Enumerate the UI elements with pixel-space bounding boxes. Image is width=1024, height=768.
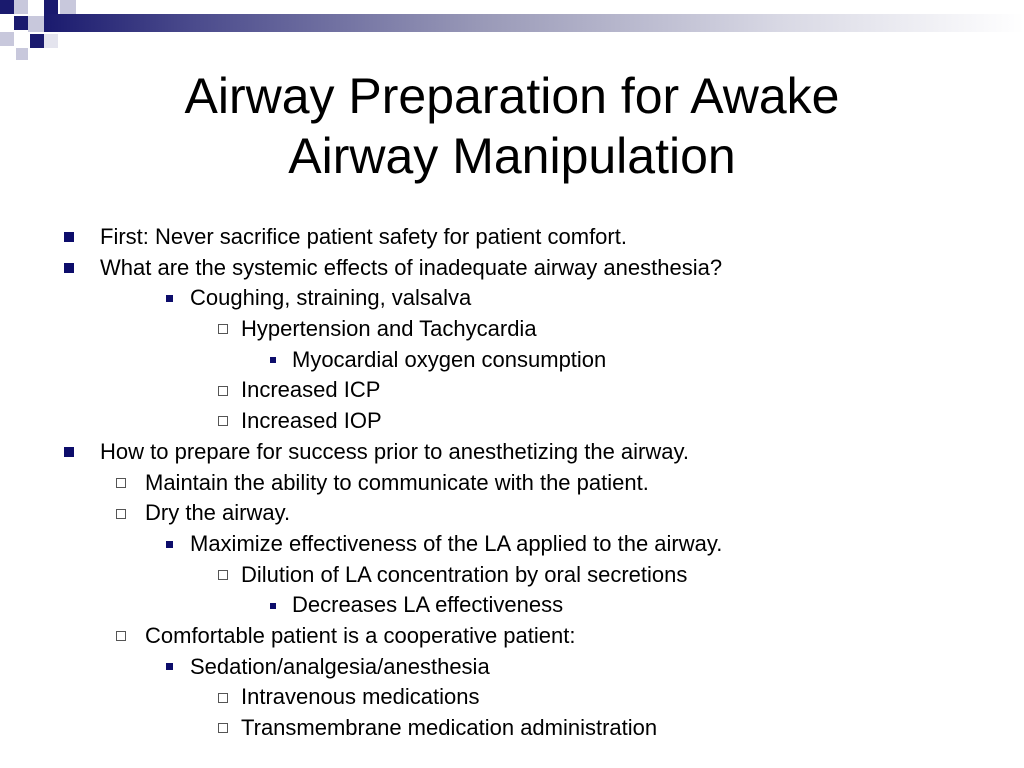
- deco-square: [44, 34, 58, 48]
- bullet-item: [0, 713, 1024, 744]
- bullet-item: [0, 253, 1024, 284]
- deco-square: [0, 0, 14, 14]
- hollow-square-bullet-icon: [218, 713, 228, 744]
- bullet-text: Sedation/analgesia/anesthesia: [190, 653, 490, 679]
- deco-square: [14, 0, 28, 14]
- tiny-square-bullet-icon: [270, 590, 276, 621]
- deco-square: [28, 16, 44, 32]
- bullet-item: [0, 529, 1024, 560]
- bullet-item: [0, 652, 1024, 683]
- bullet-item: [0, 345, 1024, 376]
- hollow-square-bullet-icon: [218, 560, 228, 591]
- hollow-square-bullet-icon: [218, 375, 228, 406]
- bullet-item: [0, 590, 1024, 621]
- bullet-item: [0, 560, 1024, 591]
- deco-square: [28, 0, 42, 14]
- small-square-bullet-icon: [166, 652, 173, 683]
- bullet-text: Dilution of LA concentration by oral secretions: [241, 561, 688, 587]
- bullet-item: [0, 621, 1024, 652]
- bullet-text: What are the systemic effects of inadequate airway anesthesia?: [100, 254, 723, 280]
- square-bullet-icon: [64, 222, 74, 253]
- bullet-text: Increased IOP: [241, 408, 382, 434]
- deco-square: [0, 32, 14, 46]
- header-gradient-bar: [44, 14, 1024, 32]
- bullet-text: Maintain the ability to communicate with the patient.: [145, 469, 649, 495]
- bullet-text: Dry the airway.: [145, 500, 291, 526]
- bullet-list: [0, 222, 1024, 744]
- square-bullet-icon: [64, 437, 74, 468]
- slide-title-line1: Airway Preparation for Awake: [184, 68, 840, 124]
- bullet-item: [0, 437, 1024, 468]
- deco-square: [16, 48, 28, 60]
- square-bullet-icon: [64, 253, 74, 284]
- hollow-square-bullet-icon: [116, 621, 126, 652]
- bullet-item: [0, 498, 1024, 529]
- hollow-square-bullet-icon: [116, 468, 126, 499]
- bullet-item: [0, 682, 1024, 713]
- hollow-square-bullet-icon: [116, 498, 126, 529]
- hollow-square-bullet-icon: [218, 314, 228, 345]
- bullet-text: Maximize effectiveness of the LA applied to the airway.: [190, 530, 723, 556]
- bullet-text: Increased ICP: [241, 377, 381, 403]
- bullet-text: Comfortable patient is a cooperative patient:: [145, 622, 576, 648]
- deco-square: [44, 0, 58, 14]
- bullet-item: [0, 283, 1024, 314]
- bullet-text: Coughing, straining, valsalva: [190, 285, 472, 311]
- bullet-item: [0, 406, 1024, 437]
- bullet-item: [0, 222, 1024, 253]
- small-square-bullet-icon: [166, 529, 173, 560]
- tiny-square-bullet-icon: [270, 345, 276, 376]
- deco-square: [30, 34, 44, 48]
- slide-title: [0, 66, 1024, 186]
- bullet-item: [0, 314, 1024, 345]
- deco-square: [60, 0, 76, 14]
- bullet-text: Myocardial oxygen consumption: [292, 346, 607, 372]
- small-square-bullet-icon: [166, 283, 173, 314]
- bullet-text: First: Never sacrifice patient safety for patient comfort.: [100, 224, 627, 249]
- bullet-item: [0, 375, 1024, 406]
- deco-square: [14, 16, 28, 30]
- bullet-text: Decreases LA effectiveness: [292, 592, 564, 618]
- bullet-text: How to prepare for success prior to anesthetizing the airway.: [100, 438, 689, 464]
- bullet-text: Hypertension and Tachycardia: [241, 316, 537, 342]
- hollow-square-bullet-icon: [218, 406, 228, 437]
- bullet-text: Intravenous medications: [241, 684, 480, 710]
- hollow-square-bullet-icon: [218, 682, 228, 713]
- bullet-text: Transmembrane medication administration: [241, 715, 658, 740]
- bullet-item: [0, 468, 1024, 499]
- slide-title-line2: Airway Manipulation: [288, 128, 736, 184]
